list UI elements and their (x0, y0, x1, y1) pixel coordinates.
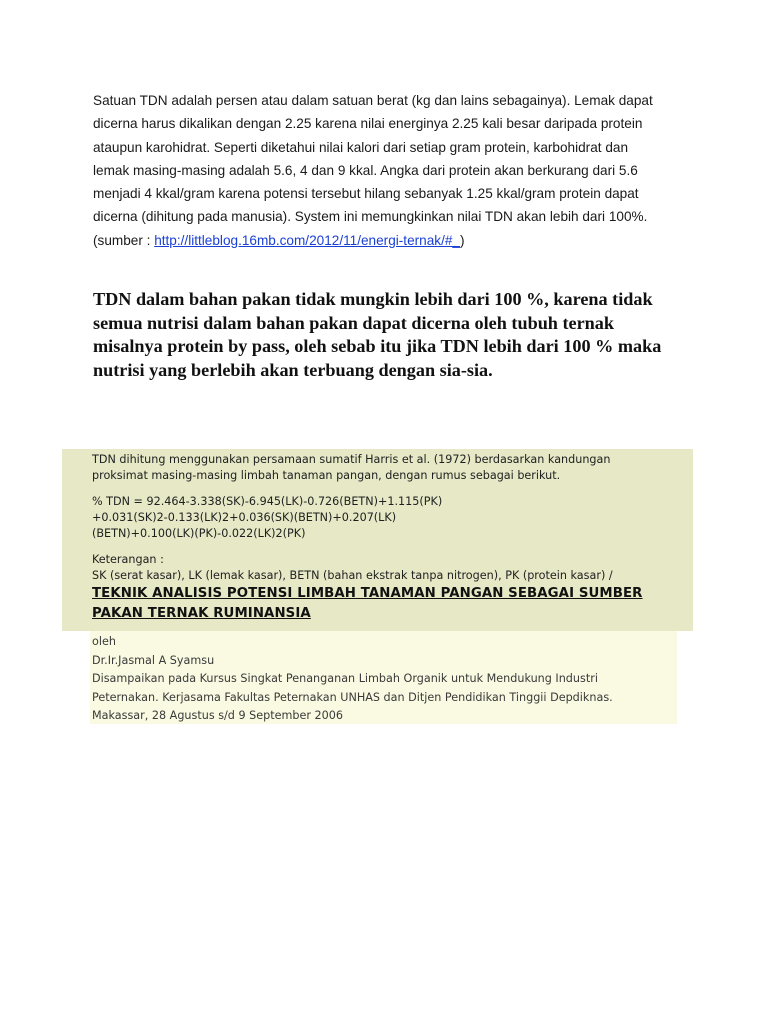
credit-place-date: Makassar, 28 Agustus s/d 9 September 2006 (92, 709, 343, 723)
article-title (92, 584, 682, 624)
intro-paragraph-text: Satuan TDN adalah persen atau dalam satuan berat (kg dan lains sebagainya). Lemak dapat dicerna harus dikalikan dengan 2.25 karena nilai energinya 2.25 kali besar daripada protein ataupun karohidrat. Seperti diketahui nilai kalori dari setiap gram protein, karbohidrat dan lemak masing-masing adalah 5.6, 4 dan 9 kkal. Angka dari protein akan berkurang dari 5.6 menjadi 4 kkal/gram karena potensi tersebut hilang sebanyak 1.25 kkal/gram protein dapat dicerna (dihitung pada manusia). System ini memungkinkan nilai TDN akan lebih dari 100%. (sumber : (93, 93, 653, 248)
bold-paragraph: TDN dalam bahan pakan tidak mungkin lebih dari 100 %, karena tidak semua nutrisi dalam bahan pakan dapat dicerna oleh tubuh ternak misalnya protein by pass, oleh sebab itu jika TDN lebih dari 100 % maka nutrisi yang berlebih akan terbuang dengan sia-sia. (93, 289, 662, 380)
formula-line-3: (BETN)+0.100(LK)(PK)-0.022(LK)2(PK) (92, 527, 306, 540)
intro-paragraph (93, 89, 663, 252)
spacer (92, 542, 682, 552)
legend-heading: Keterangan : (92, 553, 164, 566)
spacer (92, 484, 682, 494)
credit-presented-line-1: Disampaikan pada Kursus Singkat Penanganan Limbah Organik untuk Mendukung Industri (92, 672, 598, 686)
source-link[interactable]: http://littleblog.16mb.com/2012/11/energi-ternak/#_ (154, 232, 460, 248)
quote-intro-line-1: TDN dihitung menggunakan persamaan sumatif Harris et al. (1972) berdasarkan kandungan (92, 453, 611, 466)
quote-box (92, 452, 682, 624)
quote-intro-line-2: proksimat masing-masing limbah tanaman pangan, dengan rumus sebagai berikut. (92, 469, 561, 482)
credit-by: oleh (92, 635, 116, 648)
credit-presented-line-2: Peternakan. Kerjasama Fakultas Peternakan UNHAS dan Ditjen Pendidikan Tinggii Depdiknas. (92, 690, 613, 704)
article-title-line-1: TEKNIK ANALISIS POTENSI LIMBAH TANAMAN PANGAN SEBAGAI SUMBER (92, 586, 643, 601)
article-title-line-2: PAKAN TERNAK RUMINANSIA (92, 606, 311, 621)
intro-paragraph-closing: ) (459, 232, 465, 248)
credit-box (92, 633, 677, 726)
formula-line-2: +0.031(SK)2-0.133(LK)2+0.036(SK)(BETN)+0.207(LK) (92, 511, 397, 524)
legend-text: SK (serat kasar), LK (lemak kasar), BETN (bahan ekstrak tanpa nitrogen), PK (protein kasar) / (92, 569, 613, 582)
credit-author: Dr.Ir.Jasmal A Syamsu (92, 653, 215, 667)
formula-line-1: % TDN = 92.464-3.338(SK)-6.945(LK)-0.726(BETN)+1.115(PK) (92, 495, 443, 508)
